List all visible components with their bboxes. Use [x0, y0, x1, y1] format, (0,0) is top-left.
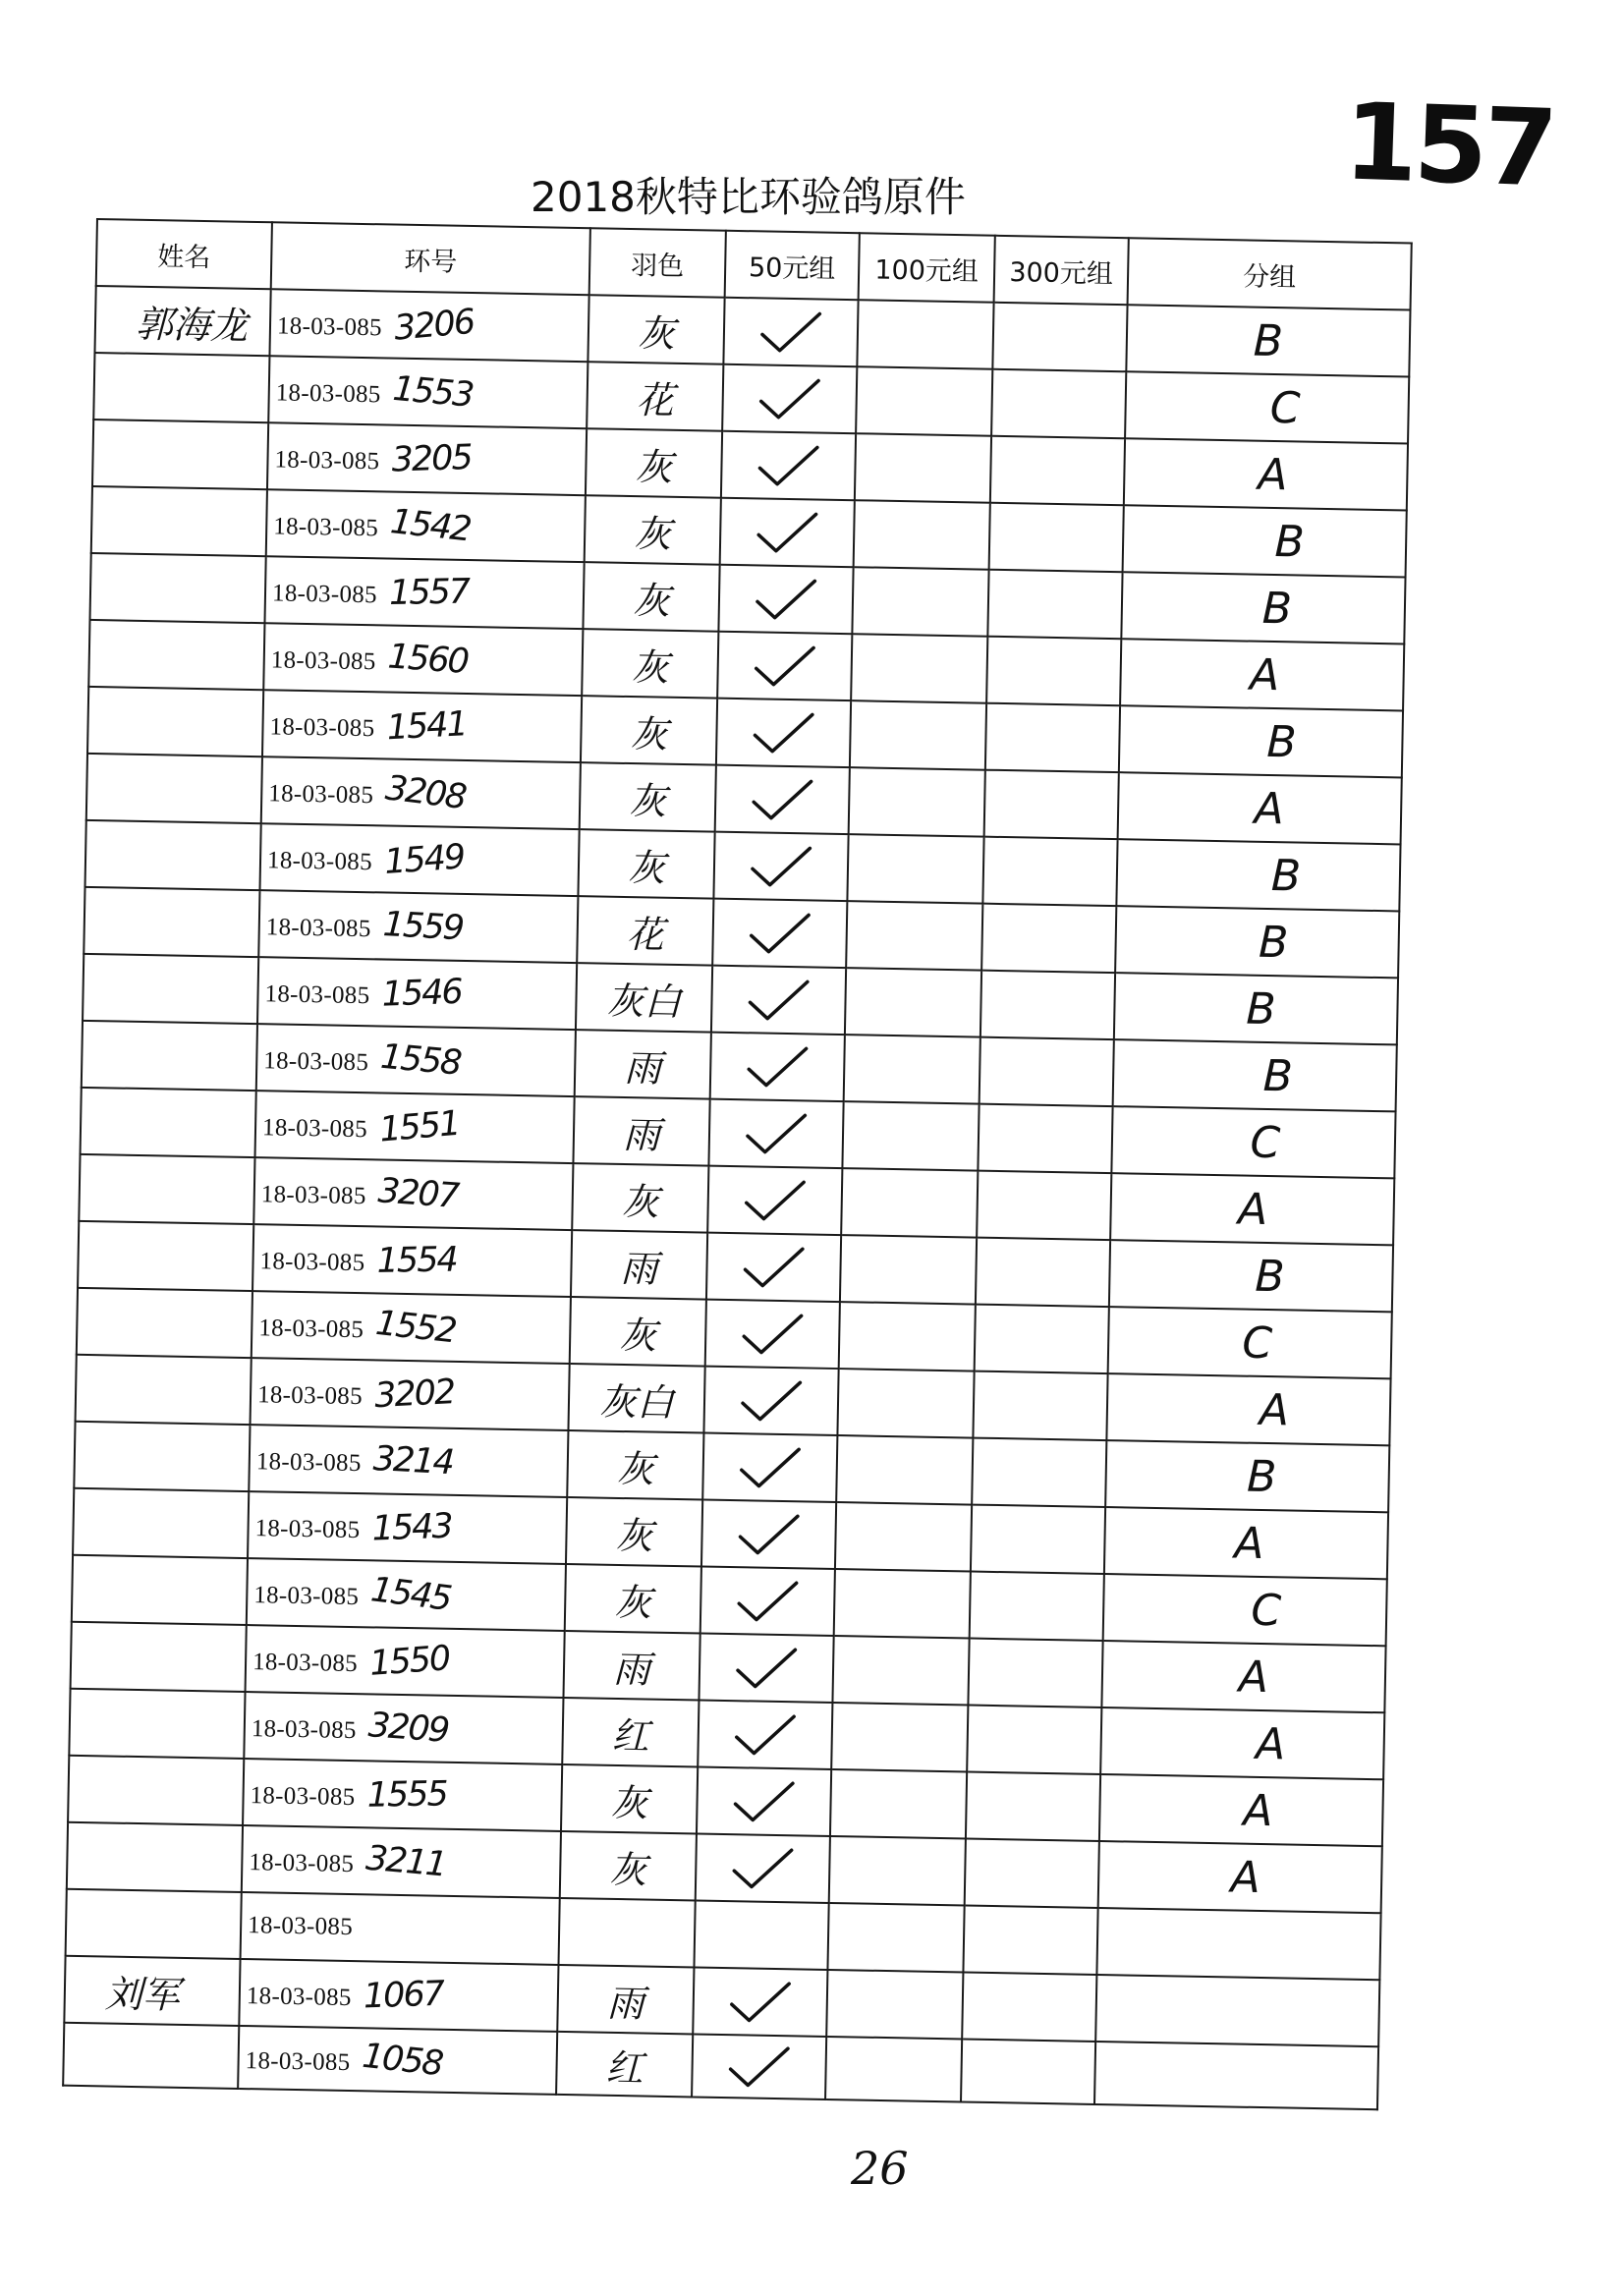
division-cell: A [1104, 1507, 1388, 1579]
owner-name-cell [85, 820, 261, 890]
group-50-cell [723, 298, 858, 366]
feather-color-cell: 灰 [560, 1831, 697, 1901]
ring-number-cell [252, 1224, 572, 1297]
checkmark-icon [747, 843, 816, 889]
ring-number-handwritten: 1545 [368, 1570, 453, 1619]
group-300-cell [985, 703, 1120, 772]
group-100-cell [851, 634, 987, 703]
ring-number-cell [257, 957, 577, 1030]
feather-color-cell: 雨 [571, 1230, 707, 1300]
division-cell: B [1109, 1240, 1393, 1312]
owner-name-cell [93, 353, 269, 422]
group-50-cell [715, 765, 850, 834]
feather-color-cell: 花 [587, 362, 723, 431]
group-300-cell [984, 770, 1119, 839]
checkmark-icon [749, 709, 818, 756]
header-name: 姓名 [96, 219, 272, 289]
feather-color-cell: 灰 [572, 1163, 708, 1233]
header-100-group: 100元组 [859, 233, 995, 303]
group-300-cell [989, 503, 1124, 572]
group-100-cell [826, 1970, 963, 2040]
group-100-cell [855, 433, 991, 503]
division-cell: A [1120, 639, 1404, 710]
group-50-cell [696, 1833, 830, 1902]
division-cell: B [1113, 1039, 1397, 1111]
owner-name-cell [63, 2023, 239, 2089]
owner-name-cell [91, 486, 267, 556]
header-50-group: 50元组 [725, 231, 860, 300]
group-50-cell [700, 1567, 835, 1636]
checkmark-icon [743, 1043, 812, 1090]
ring-prefix: 18-03-085 [270, 646, 376, 676]
checkmark-icon [739, 1244, 809, 1290]
checkmark-icon [742, 1110, 812, 1156]
ring-number-handwritten: 1553 [391, 368, 475, 416]
group-50-cell [716, 699, 851, 767]
group-100-cell [845, 968, 981, 1037]
group-300-cell [963, 1905, 1097, 1974]
checkmark-icon [750, 643, 819, 689]
ring-prefix: 18-03-085 [256, 1381, 364, 1411]
group-300-cell [982, 837, 1117, 906]
ring-prefix: 18-03-085 [258, 1315, 364, 1344]
division-cell: C [1103, 1574, 1387, 1646]
feather-color-cell: 灰 [566, 1497, 702, 1567]
group-300-cell [980, 971, 1115, 1039]
handwritten-page-number: 157 [1341, 81, 1556, 211]
division-cell: C [1111, 1106, 1395, 1178]
ring-number-cell [248, 1491, 567, 1564]
owner-name-cell [79, 1154, 254, 1224]
checkmark-icon [732, 1645, 802, 1691]
group-300-cell [967, 1706, 1101, 1774]
group-50-cell [706, 1233, 841, 1302]
group-300-cell [978, 1104, 1112, 1173]
feather-color-cell: 灰 [565, 1564, 701, 1634]
group-100-cell [846, 901, 982, 971]
group-100-cell [847, 834, 983, 904]
group-300-cell [973, 1371, 1107, 1440]
feather-color-cell [558, 1898, 695, 1968]
ring-prefix: 18-03-085 [264, 980, 370, 1010]
ring-prefix: 18-03-085 [246, 1983, 352, 2012]
owner-name-cell [84, 887, 259, 957]
group-50-cell [720, 498, 855, 567]
division-cell: C [1125, 371, 1409, 443]
feather-color-cell: 灰 [570, 1297, 706, 1367]
ring-prefix: 18-03-085 [265, 914, 371, 943]
group-300-cell [986, 637, 1121, 705]
owner-name-cell [69, 1689, 245, 1759]
group-50-cell [717, 632, 852, 700]
ring-prefix: 18-03-085 [249, 1849, 355, 1878]
ring-number-handwritten: 1550 [367, 1639, 451, 1684]
checkmark-icon [737, 1377, 807, 1424]
feather-color-cell: 雨 [573, 1096, 709, 1166]
checkmark-icon [755, 375, 824, 421]
ring-prefix: 18-03-085 [263, 1047, 369, 1077]
group-50-cell [693, 1967, 827, 2036]
ring-prefix: 18-03-085 [252, 1649, 359, 1678]
group-100-cell [856, 366, 992, 436]
division-cell: C [1108, 1307, 1392, 1378]
ring-number-handwritten: 3214 [371, 1438, 454, 1483]
ring-number-handwritten: 1551 [377, 1103, 461, 1150]
feather-color-cell: 灰 [578, 829, 714, 899]
division-cell: A [1124, 438, 1408, 510]
group-100-cell [840, 1235, 977, 1305]
checkmark-icon [734, 1511, 804, 1557]
owner-name-cell [74, 1422, 250, 1491]
feather-color-cell: 灰 [580, 762, 716, 832]
ring-number-handwritten: 1058 [360, 2036, 444, 2085]
feather-color-cell: 红 [556, 2032, 693, 2098]
group-300-cell [971, 1505, 1105, 1574]
checkmark-icon [752, 576, 821, 622]
ring-number-handwritten: 1549 [382, 837, 466, 882]
ring-number-cell [258, 890, 578, 963]
group-300-cell [965, 1838, 1099, 1907]
feather-color-cell: 灰白 [576, 963, 712, 1033]
ring-number-handwritten: 1067 [363, 1974, 444, 2017]
ring-number-cell [247, 1558, 566, 1631]
division-cell [1095, 1975, 1379, 2046]
group-100-cell [825, 2037, 962, 2102]
group-300-cell [990, 436, 1125, 505]
division-cell: A [1106, 1373, 1390, 1445]
ring-number-cell [253, 1157, 573, 1230]
feather-color-cell: 红 [562, 1698, 699, 1767]
ring-prefix: 18-03-085 [271, 580, 378, 609]
group-50-cell [721, 431, 856, 500]
division-cell: A [1098, 1841, 1382, 1913]
owner-name-cell: 刘军 [64, 1956, 240, 2026]
division-cell: A [1100, 1707, 1384, 1779]
ring-number-handwritten: 1560 [386, 637, 470, 683]
table-body [63, 286, 1410, 2109]
ring-number-handwritten: 1555 [366, 1774, 447, 1816]
group-300-cell [992, 303, 1127, 371]
ring-number-cell [249, 1425, 568, 1497]
owner-name-cell [90, 553, 266, 623]
owner-name-cell [72, 1555, 248, 1625]
ring-prefix: 18-03-085 [273, 513, 379, 542]
owner-name-cell [76, 1355, 252, 1425]
division-cell: B [1114, 973, 1398, 1044]
division-cell [1094, 2042, 1378, 2109]
ring-number-cell [252, 1291, 571, 1364]
feather-color-cell: 灰 [581, 696, 717, 765]
ring-number-handwritten: 1552 [373, 1303, 458, 1352]
group-50-cell [708, 1099, 843, 1168]
document-title: 2018秋特比环验鸽原件 [531, 173, 966, 221]
group-50-cell [702, 1433, 837, 1502]
checkmark-icon [730, 1711, 800, 1758]
header-300-group: 300元组 [994, 236, 1129, 305]
ring-number-handwritten: 1557 [388, 572, 470, 613]
ring-prefix: 18-03-085 [260, 1181, 366, 1210]
division-cell: A [1110, 1173, 1394, 1245]
group-100-cell [830, 1769, 967, 1839]
checkmark-icon [754, 442, 823, 488]
group-300-cell [980, 1037, 1114, 1106]
ring-number-cell [263, 623, 583, 696]
owner-name-cell [73, 1488, 249, 1558]
group-100-cell [857, 300, 993, 369]
group-300-cell [968, 1639, 1102, 1707]
division-cell: A [1101, 1641, 1385, 1712]
owner-name-cell [87, 687, 263, 756]
group-50-cell [713, 832, 848, 901]
group-100-cell [836, 1435, 973, 1505]
group-100-cell [827, 1903, 964, 1973]
feather-color-cell: 灰 [585, 495, 721, 565]
ring-number-cell [264, 556, 584, 629]
group-100-cell [849, 767, 985, 837]
group-100-cell [850, 700, 986, 770]
ring-prefix: 18-03-085 [274, 446, 380, 476]
checkmark-icon [728, 1845, 798, 1891]
ring-number-cell [246, 1625, 565, 1698]
group-50-cell [722, 364, 857, 433]
group-50-cell [707, 1166, 842, 1235]
division-cell: B [1105, 1440, 1389, 1512]
checkmark-icon [756, 308, 826, 355]
header-ring-number: 环号 [271, 222, 590, 295]
ring-number-cell [256, 1024, 576, 1096]
owner-name-cell: 郭海龙 [94, 286, 270, 356]
ring-prefix: 18-03-085 [253, 1582, 360, 1611]
ring-number-cell [242, 1825, 561, 1898]
group-100-cell [835, 1502, 972, 1572]
group-50-cell [697, 1766, 831, 1835]
group-100-cell [829, 1836, 966, 1906]
checkmark-icon [733, 1578, 803, 1624]
ring-prefix: 18-03-085 [245, 2047, 351, 2077]
ring-prefix: 18-03-085 [261, 1114, 368, 1144]
division-cell: A [1099, 1774, 1383, 1846]
ring-number-handwritten: 3207 [376, 1171, 460, 1216]
ring-number-cell [244, 1692, 563, 1764]
ring-prefix: 18-03-085 [247, 1912, 354, 1941]
ring-number-cell [262, 690, 582, 762]
ring-prefix: 18-03-085 [268, 780, 374, 810]
group-300-cell [961, 2039, 1095, 2103]
ring-number-handwritten: 1546 [380, 972, 463, 1015]
checkmark-icon [724, 2043, 794, 2090]
checkmark-icon [748, 776, 817, 822]
checkmark-icon [729, 1778, 799, 1824]
ring-number-handwritten: 3208 [383, 768, 468, 818]
group-100-cell [842, 1101, 979, 1171]
division-cell: B [1123, 505, 1407, 577]
ring-prefix: 18-03-085 [276, 312, 383, 342]
checkmark-icon [738, 1311, 808, 1357]
feather-color-cell: 灰 [567, 1430, 703, 1500]
ring-number-handwritten: 3211 [364, 1838, 447, 1885]
group-300-cell [972, 1438, 1106, 1507]
group-100-cell [832, 1636, 969, 1706]
checkmark-icon [725, 1979, 795, 2025]
group-300-cell [991, 369, 1126, 438]
feather-color-cell: 花 [577, 896, 713, 966]
ring-number-cell [269, 289, 588, 362]
ring-number-handwritten: 1554 [376, 1240, 457, 1281]
group-300-cell [966, 1772, 1100, 1841]
owner-name-cell [71, 1622, 247, 1692]
division-cell: A [1118, 772, 1402, 844]
group-50-cell [701, 1500, 836, 1569]
division-cell: B [1119, 705, 1403, 777]
division-cell [1096, 1908, 1380, 1980]
ring-prefix: 18-03-085 [275, 379, 381, 409]
owner-name-cell [66, 1889, 242, 1959]
owner-name-cell [68, 1756, 244, 1825]
ring-number-cell [241, 1892, 560, 1965]
ring-number-cell [267, 422, 587, 495]
registration-table [62, 218, 1413, 2110]
owner-name-cell [86, 754, 262, 823]
division-cell: B [1121, 572, 1405, 644]
feather-color-cell: 灰 [588, 295, 724, 364]
ring-prefix: 18-03-085 [266, 847, 373, 876]
group-300-cell [976, 1238, 1110, 1307]
owner-name-cell [78, 1221, 253, 1291]
ring-number-cell [238, 2026, 557, 2095]
ring-number-handwritten: 1559 [381, 905, 464, 949]
ring-number-handwritten: 3206 [392, 302, 476, 349]
group-50-cell [703, 1367, 838, 1435]
group-300-cell [987, 570, 1122, 639]
group-100-cell [844, 1035, 980, 1104]
feather-color-cell: 灰 [561, 1764, 698, 1834]
group-300-cell [970, 1572, 1104, 1641]
ring-number-handwritten: 3205 [390, 437, 473, 480]
feather-color-cell: 灰 [582, 629, 718, 699]
ring-number-cell [259, 823, 579, 896]
ring-number-handwritten: 1558 [378, 1036, 462, 1084]
group-100-cell [839, 1302, 976, 1371]
group-50-cell [698, 1700, 832, 1768]
owner-name-cell [67, 1822, 243, 1892]
group-50-cell [705, 1300, 840, 1369]
checkmark-icon [735, 1444, 805, 1490]
checkmark-icon [745, 910, 814, 956]
checkmark-icon [744, 977, 813, 1023]
ring-number-handwritten: 1541 [385, 704, 468, 749]
checkmark-icon [753, 509, 822, 555]
division-cell: B [1115, 906, 1399, 978]
ring-number-cell [261, 756, 581, 829]
group-100-cell [854, 500, 990, 570]
owner-name-cell [92, 420, 268, 489]
ring-number-handwritten: 3209 [366, 1706, 450, 1751]
header-division: 分组 [1128, 238, 1412, 309]
ring-prefix: 18-03-085 [269, 713, 375, 743]
group-100-cell [837, 1369, 974, 1438]
owner-name-cell [83, 954, 258, 1024]
ring-number-handwritten: 3202 [373, 1372, 456, 1417]
owner-name-cell [81, 1088, 256, 1157]
group-300-cell [962, 1972, 1096, 2041]
ring-prefix: 18-03-085 [250, 1782, 356, 1812]
ring-number-cell [251, 1358, 570, 1430]
footer-page-number: 26 [851, 2142, 909, 2195]
group-50-cell [699, 1634, 833, 1703]
group-100-cell [841, 1168, 978, 1238]
feather-color-cell: 雨 [563, 1631, 700, 1701]
ring-number-cell [266, 489, 586, 562]
group-300-cell [977, 1171, 1111, 1240]
ring-prefix: 18-03-085 [254, 1515, 361, 1544]
ring-number-cell [268, 356, 588, 428]
owner-name-cell [77, 1288, 252, 1358]
feather-color-cell: 灰白 [568, 1364, 704, 1433]
group-300-cell [975, 1305, 1109, 1373]
checkmark-icon [740, 1177, 810, 1223]
division-cell: B [1126, 305, 1410, 376]
ring-number-handwritten: 1543 [370, 1506, 453, 1549]
group-100-cell [852, 567, 988, 637]
feather-color-cell: 雨 [557, 1965, 694, 2035]
group-50-cell [718, 565, 853, 634]
group-50-cell [710, 1033, 845, 1101]
group-50-cell [712, 899, 847, 968]
feather-color-cell: 雨 [575, 1030, 711, 1099]
feather-color-cell: 灰 [586, 428, 722, 498]
owner-name-cell [82, 1021, 257, 1091]
ring-prefix: 18-03-085 [255, 1448, 362, 1478]
ring-number-cell [239, 1959, 558, 2032]
group-300-cell [981, 904, 1116, 973]
ring-prefix: 18-03-085 [259, 1248, 365, 1277]
owner-name-cell [88, 620, 264, 690]
ring-number-handwritten: 1542 [388, 502, 473, 550]
header-feather-color: 羽色 [589, 228, 726, 298]
group-50-cell [711, 966, 846, 1035]
division-cell: B [1116, 839, 1400, 911]
group-100-cell [831, 1703, 968, 1772]
group-100-cell [834, 1569, 971, 1639]
feather-color-cell: 灰 [583, 562, 719, 632]
ring-prefix: 18-03-085 [251, 1715, 357, 1745]
ring-number-cell [243, 1759, 562, 1831]
group-50-cell [692, 2034, 826, 2099]
ring-number-cell [255, 1091, 575, 1163]
group-50-cell [694, 1900, 828, 1969]
